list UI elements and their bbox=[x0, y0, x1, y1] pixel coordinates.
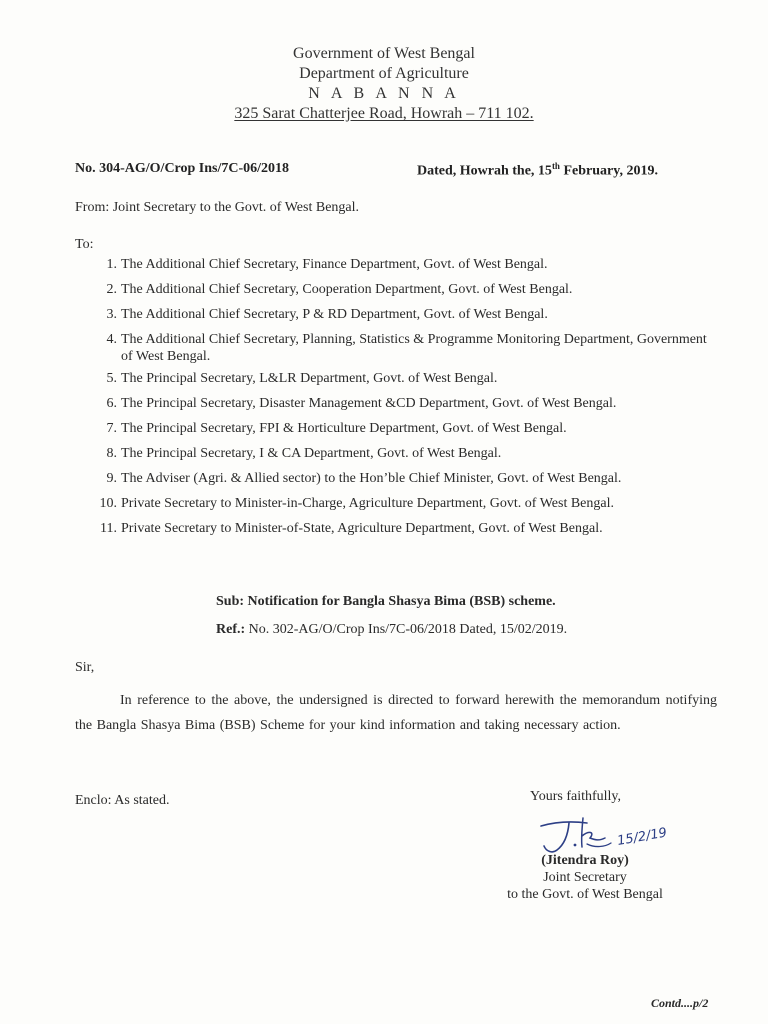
recipient-number: 3. bbox=[106, 307, 117, 322]
continued-note: Contd....p/2 bbox=[651, 996, 709, 1010]
recipient-number: 11. bbox=[100, 521, 117, 536]
recipient-text: The Principal Secretary, I & CA Department, Govt. of West Bengal. bbox=[121, 446, 502, 461]
memo-date-prefix: Dated, Howrah the, 15 bbox=[417, 163, 552, 179]
enclosure-note: Enclo: As stated. bbox=[75, 793, 170, 808]
to-label: To: bbox=[75, 237, 94, 252]
from-line: From: Joint Secretary to the Govt. of West Bengal. bbox=[75, 200, 360, 215]
recipient-number: 2. bbox=[106, 282, 117, 297]
recipient-list bbox=[95, 256, 715, 537]
recipient-number: 5. bbox=[106, 371, 117, 386]
recipient-item bbox=[95, 520, 715, 537]
reference-label: Ref.: bbox=[216, 622, 246, 637]
recipient-number: 6. bbox=[106, 396, 117, 411]
recipient-text: The Additional Chief Secretary, P & RD Department, Govt. of West Bengal. bbox=[121, 307, 548, 322]
recipient-item bbox=[95, 445, 715, 462]
recipient-text: The Additional Chief Secretary, Finance Department, Govt. of West Bengal. bbox=[121, 257, 548, 272]
signer-office: to the Govt. of West Bengal bbox=[507, 887, 663, 902]
recipient-item bbox=[95, 281, 715, 298]
recipient-text: Private Secretary to Minister-of-State, Agriculture Department, Govt. of West Bengal. bbox=[121, 521, 603, 536]
recipient-number: 9. bbox=[106, 471, 117, 486]
subject-line: Sub: Notification for Bangla Shasya Bima (BSB) scheme. bbox=[216, 594, 556, 609]
recipient-number: 10. bbox=[99, 496, 117, 511]
recipient-text: The Adviser (Agri. & Allied sector) to the Hon’ble Chief Minister, Govt. of West Bengal. bbox=[121, 471, 622, 486]
recipient-item bbox=[95, 495, 715, 512]
memo-date-suffix: February, 2019. bbox=[559, 163, 658, 179]
memo-date-superscript: th bbox=[551, 161, 560, 171]
letterhead bbox=[0, 44, 768, 124]
recipient-number: 7. bbox=[106, 421, 117, 436]
letterhead-address: 325 Sarat Chatterjee Road, Howrah – 711 102. bbox=[234, 105, 534, 122]
recipient-text: The Additional Chief Secretary, Cooperation Department, Govt. of West Bengal. bbox=[121, 282, 573, 297]
recipient-text: The Principal Secretary, L&LR Department, Govt. of West Bengal. bbox=[121, 371, 498, 386]
signer-name: (Jitendra Roy) bbox=[541, 853, 629, 868]
letterhead-department: Department of Agriculture bbox=[299, 65, 469, 82]
recipient-item bbox=[95, 470, 715, 487]
recipient-item bbox=[95, 306, 715, 323]
reference-line bbox=[216, 622, 567, 638]
recipient-text: Private Secretary to Minister-in-Charge, Agriculture Department, Govt. of West Bengal. bbox=[121, 496, 615, 511]
recipient-number: 1. bbox=[106, 257, 117, 272]
recipient-text: The Principal Secretary, Disaster Management &CD Department, Govt. of West Bengal. bbox=[121, 396, 617, 411]
body-paragraph: In reference to the above, the undersigned is directed to forward herewith the memorandum notifying the Bangla Shasya Bima (BSB) Scheme for your kind information and taking necessary action. bbox=[75, 693, 717, 733]
letterhead-nabanna: N A B A N N A bbox=[308, 85, 460, 102]
recipient-item bbox=[95, 395, 715, 412]
signature-date: 15/2/19 bbox=[616, 825, 669, 849]
recipient-item bbox=[95, 256, 715, 273]
closing-phrase: Yours faithfully, bbox=[530, 789, 622, 804]
salutation: Sir, bbox=[75, 660, 95, 675]
signer-designation: Joint Secretary bbox=[543, 870, 627, 885]
signer-block bbox=[490, 852, 680, 903]
recipient-item bbox=[95, 331, 715, 365]
recipient-item bbox=[95, 370, 715, 387]
recipient-text: The Additional Chief Secretary, Planning, Statistics & Programme Monitoring Department, Government of West Bengal. bbox=[121, 332, 707, 364]
recipient-number: 4. bbox=[106, 332, 117, 347]
memo-number: No. 304-AG/O/Crop Ins/7C-06/2018 bbox=[75, 161, 290, 176]
reference-text: No. 302-AG/O/Crop Ins/7C-06/2018 Dated, 15/02/2019. bbox=[245, 622, 568, 637]
memo-date bbox=[417, 161, 658, 180]
letterhead-government: Government of West Bengal bbox=[293, 45, 475, 62]
recipient-number: 8. bbox=[106, 446, 117, 461]
recipient-item bbox=[95, 420, 715, 437]
recipient-text: The Principal Secretary, FPI & Horticulture Department, Govt. of West Bengal. bbox=[121, 421, 567, 436]
